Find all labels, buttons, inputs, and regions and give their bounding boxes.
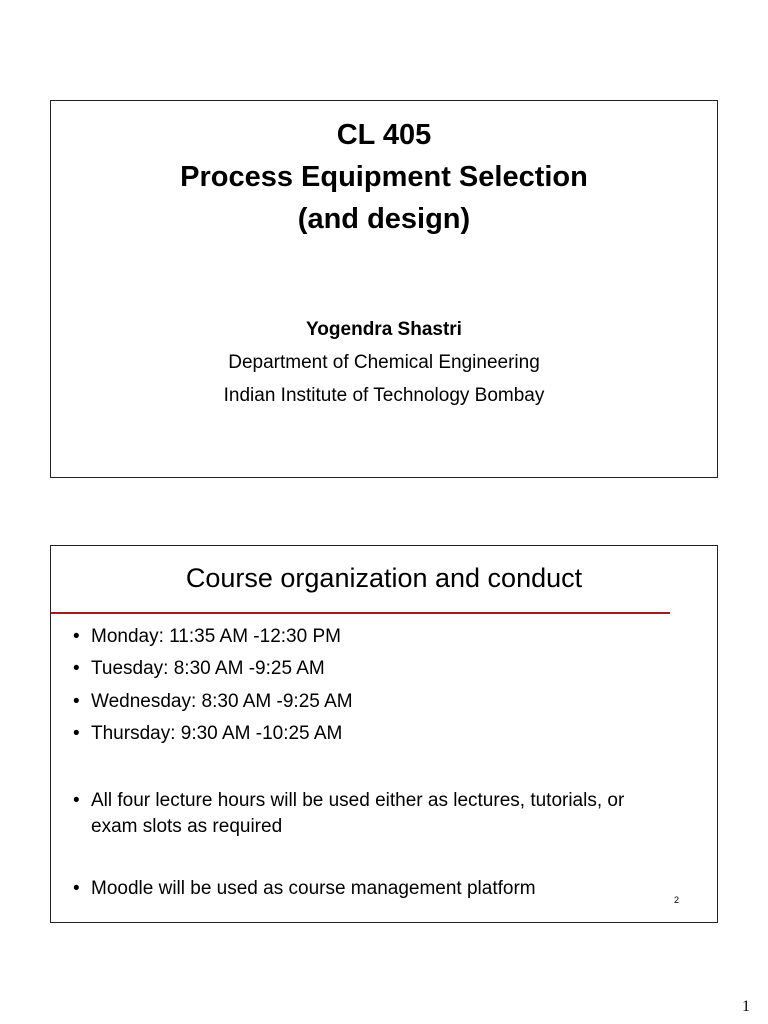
department-line: Department of Chemical Engineering <box>228 352 540 373</box>
slide-title: Course organization and conduct <box>185 563 583 593</box>
course-subtitle: (and design) <box>297 203 471 235</box>
list-item <box>73 721 673 747</box>
list-item-text: Wednesday: 8:30 AM -9:25 AM <box>91 691 353 712</box>
author-name: Yogendra Shastri <box>306 319 462 340</box>
bullet-icon: • <box>73 626 80 647</box>
institute-line: Indian Institute of Technology Bombay <box>223 385 545 406</box>
title-divider <box>51 612 670 614</box>
list-item-text: Moodle will be used as course management platform <box>91 878 536 899</box>
list-item-text: All four lecture hours will be used either as lectures, tutorials, or exam slots as required <box>91 790 625 837</box>
bullet-icon: • <box>73 790 80 811</box>
course-code-title: CL 405 <box>336 119 432 151</box>
slide-2 <box>50 545 718 923</box>
bullet-icon: • <box>73 658 80 679</box>
list-item <box>73 689 673 715</box>
bullet-icon: • <box>73 878 80 899</box>
slide-number: 2 <box>673 895 679 905</box>
list-item <box>73 876 673 902</box>
list-item <box>73 788 673 840</box>
bullet-icon: • <box>73 691 80 712</box>
list-item-text: Tuesday: 8:30 AM -9:25 AM <box>91 658 325 679</box>
page-number: 1 <box>742 998 750 1015</box>
list-item <box>73 656 673 682</box>
bullet-icon: • <box>73 723 80 744</box>
list-item-text: Monday: 11:35 AM -12:30 PM <box>91 626 341 647</box>
course-name-title: Process Equipment Selection <box>180 161 588 193</box>
list-item-text: Thursday: 9:30 AM -10:25 AM <box>91 723 343 744</box>
slide-1 <box>50 100 718 478</box>
list-item <box>73 624 673 650</box>
